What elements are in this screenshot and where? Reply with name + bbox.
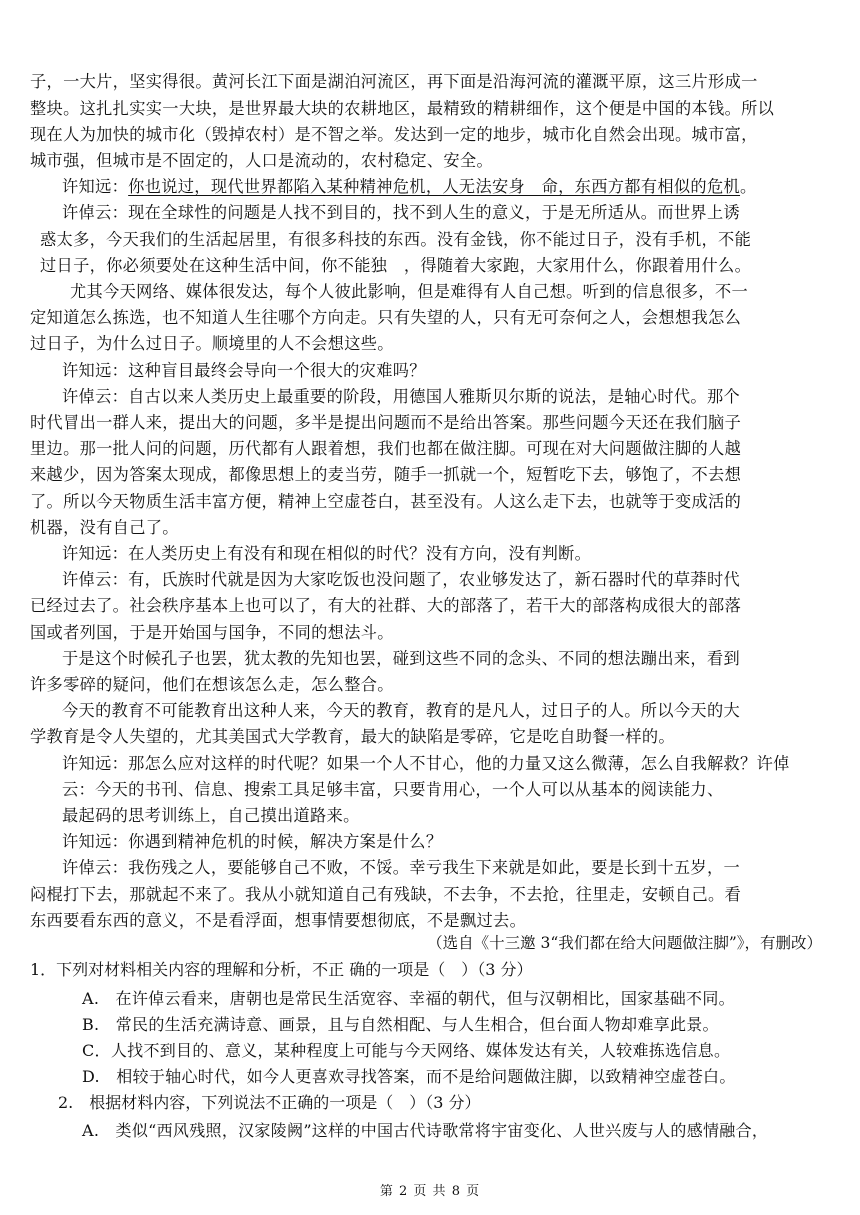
question-1-option-c: C．人找不到目的、意义，某种程度上可能与今天网络、媒体发达有关，人较难拣选信息。: [82, 1041, 731, 1060]
text-line: 许知远：你也说过，现代世界都陷入某种精神危机，人无法安身 命，东西方都有相似的危机。: [62, 177, 757, 196]
text-line: 整块。这扎扎实实一大块，是世界最大块的农耕地区，最精致的精耕细作，这个便是中国的本钱。所以: [30, 99, 775, 118]
text-line: 许知远：这种盲目最终会导向一个很大的灾难吗？: [62, 361, 426, 380]
speaker-label: 许知远：: [62, 177, 129, 196]
text-line: 了。所以今天物质生活丰富方便，精神上空虚苍白，甚至没有。人这么走下去，也就等于变成活的: [30, 492, 742, 511]
text-line: 闷棍打下去，那就起不来了。我从小就知道自己有残缺，不去争，不去抢，往里走，安顿自己。看: [30, 885, 742, 904]
question-2-stem: 2. 根据材料内容，下列说法不正确的一项是（ ）（3 分）: [58, 1093, 481, 1112]
text-line: 定知道怎么拣选，也不知道人生往哪个方向走。只有失望的人，只有无可奈何之人，会想想我怎么: [30, 308, 742, 327]
text-line: 许多零碎的疑问，他们在想该怎么走，怎么整合。: [30, 675, 394, 694]
text-line: 许知远：你遇到精神危机的时候，解决方案是什么？: [62, 832, 443, 851]
text-line: 今天的教育不可能教育出这种人来，今天的教育，教育的是凡人，过日子的人。所以今天的大: [62, 701, 741, 720]
text-line: 里边。那一批人问的问题，历代都有人跟着想，我们也都在做注脚。可现在对大问题做注脚的人越: [30, 439, 742, 458]
source-citation: （选自《十三邀 3“我们都在给大问题做注脚”》，有删改）: [427, 934, 822, 952]
text-line: 许倬云：自古以来人类历史上最重要的阶段，用德国人雅斯贝尔斯的说法，是轴心时代。那个: [62, 387, 741, 406]
text-line: 来越少，因为答案太现成，都像思想上的麦当劳，随手一抓就一个，短暂吃下去，够饱了，不去想: [30, 465, 742, 484]
text-line: 东西要看东西的意义，不是看浮面，想事情要想彻底，不是飘过去。: [30, 911, 527, 930]
underlined-sentence: 你也说过，现代世界都陷入某种精神危机，人无法安身 命，东西方都有相似的危机: [128, 177, 741, 196]
question-1-stem: 1．下列对材料相关内容的理解和分析，不正 确的一项是（ ）（3 分）: [30, 960, 533, 979]
text-line: 云：今天的书刊、信息、搜索工具足够丰富，只要肯用心，一个人可以从基本的阅读能力、: [62, 780, 724, 799]
text-line: 过日子，为什么过日子。顺境里的人不会想这些。: [30, 334, 394, 353]
text-line: 许倬云：有，氏族时代就是因为大家吃饭也没问题了，农业够发达了，新石器时代的草莽时代: [62, 570, 741, 589]
text-line: 许倬云：我伤残之人，要能够自己不败，不馁。幸亏我生下来就是如此，要是长到十五岁，一: [62, 858, 741, 877]
text-line: 国或者列国，于是开始国与国争，不同的想法斗。: [30, 623, 394, 642]
page-number: 第 2 页 共 8 页: [379, 1184, 481, 1199]
text-line: 许知远：那怎么应对这样的时代呢？如果一个人不甘心，他的力量又这么微薄，怎么自我解救？许倬: [62, 754, 790, 773]
text-line: 许倬云：现在全球性的问题是人找不到目的，找不到人生的意义，于是无所适从。而世界上诱: [62, 203, 741, 222]
text-line: 于是这个时候孔子也罢，犹太教的先知也罢，碰到这些不同的念头、不同的想法蹦出来，看到: [62, 649, 741, 668]
text-line: 最起码的思考训练上，自己摸出道路来。: [62, 806, 360, 825]
text-line: 惑太多，今天我们的生活起居里，有很多科技的东西。没有金钱，你不能过日子，没有手机，不能: [40, 230, 752, 249]
text-line: 许知远：在人类历史上有没有和现在相似的时代？没有方向，没有判断。: [62, 544, 592, 563]
text-line: 过日子，你必须要处在这种生活中间，你不能独 ，得随着大家跑，大家用什么，你跟着用什么。: [40, 256, 752, 275]
text-line: 机器，没有自己了。: [30, 518, 179, 537]
text-line: 城市强，但城市是不固定的，人口是流动的，农村稳定、安全。: [30, 151, 494, 170]
text-line: 已经过去了。社会秩序基本上也可以了，有大的社群、大的部落了，若干大的部落构成很大的部落: [30, 596, 742, 615]
text-line: 时代冒出一群人来，提出大的问题，多半是提出问题而不是给出答案。那些问题今天还在我们脑子: [30, 413, 742, 432]
question-1-option-a: A. 在许倬云看来，唐朝也是常民生活宽容、幸福的朝代，但与汉朝相比，国家基础不同。: [82, 989, 735, 1008]
text-line: 现在人为加快的城市化（毁掉农村）是不智之举。发达到一定的地步，城市化自然会出现。城市富，: [30, 125, 758, 144]
text-line: 子，一大片，坚实得很。黄河长江下面是湖泊河流区，再下面是沿海河流的灌溉平原，这三片形成一: [30, 72, 758, 91]
question-1-option-b: B. 常民的生活充满诗意、画景，且与自然相配、与人生相合，但台面人物却难享此景。: [82, 1015, 719, 1034]
question-2-option-a: A. 类似“西风残照，汉家陵阙”这样的中国古代诗歌常将宇宙变化、人世兴废与人的感情融合，: [82, 1121, 769, 1140]
text-line: 学教育是令人失望的，尤其美国式大学教育，最大的缺陷是零碎，它是吃自助餐一样的。: [30, 727, 675, 746]
text-line: 尤其今天网络、媒体很发达，每个人彼此影响，但是难得有人自己想。听到的信息很多，不一: [70, 282, 749, 301]
question-1-option-d: D. 相较于轴心时代，如今人更喜欢寻找答案，而不是给问题做注脚，以致精神空虚苍白。: [82, 1067, 736, 1086]
